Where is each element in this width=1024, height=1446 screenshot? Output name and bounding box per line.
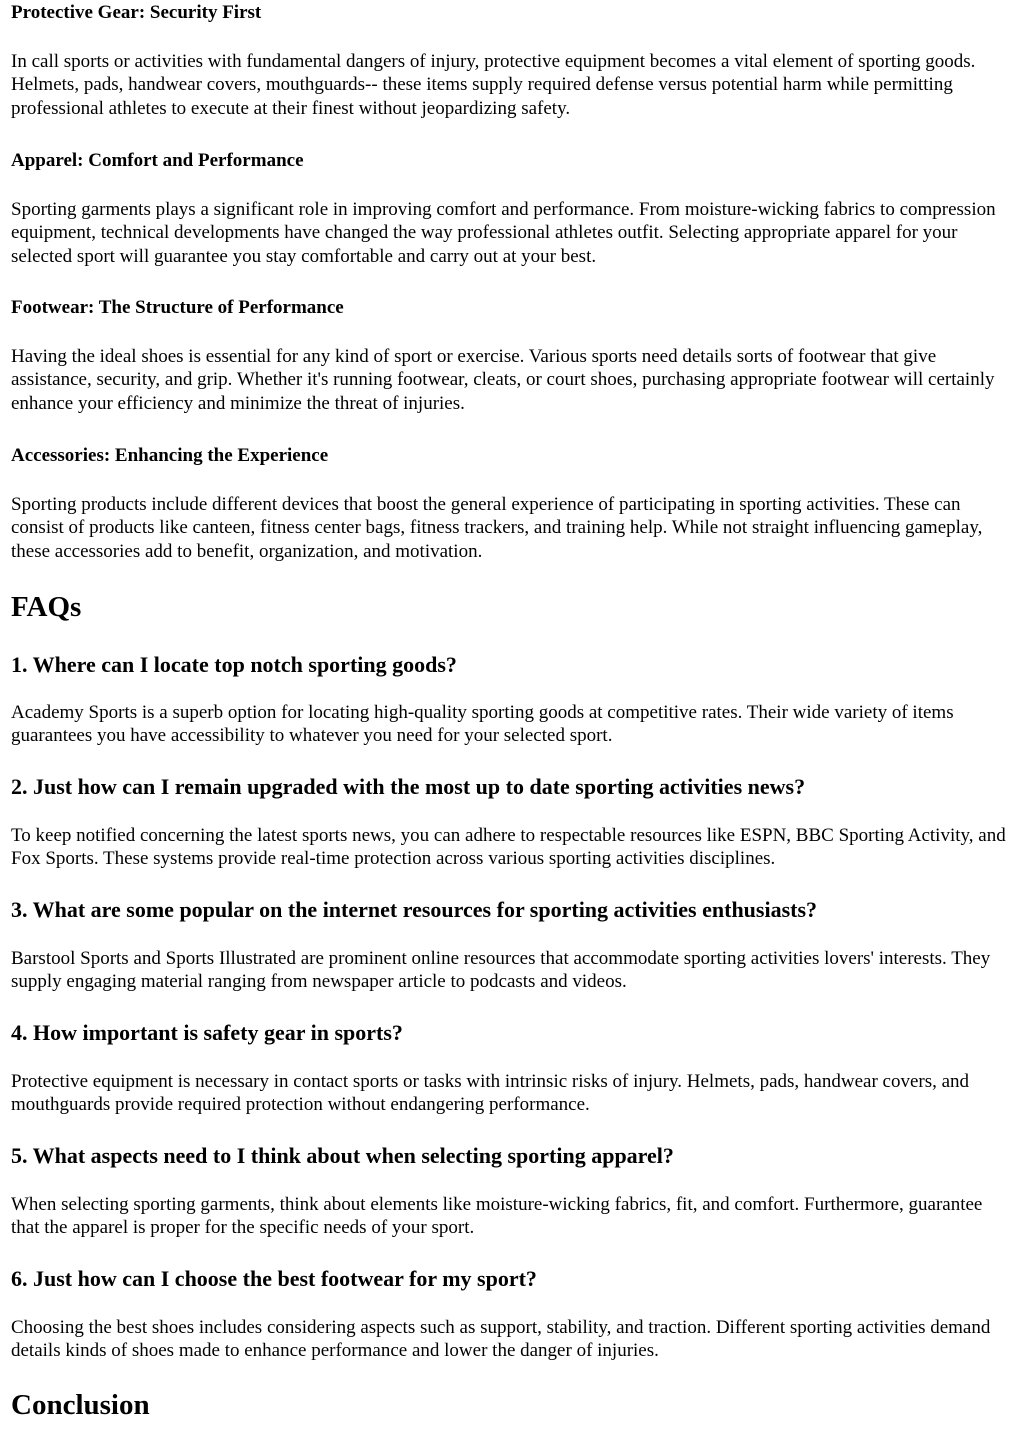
faq-question-1: 1. Where can I locate top notch sporting goods? — [11, 652, 457, 677]
faq-answer-2: To keep notified concerning the latest sports news, you can adhere to respectable resources like ESPN, BBC Sporting Activity, and Fox Sports. These systems provide real-time protection across various sporting activities disciplines. — [11, 825, 1006, 870]
section-body-protective-gear: In call sports or activities with fundamental dangers of injury, protective equipment becomes a vital element of sporting goods. Helmets, pads, handwear covers, mouthguards-- these items supply required defense versus potential harm while permitting professional athletes to execute at their finest without jeopardizing safety. — [11, 51, 976, 119]
section-heading-protective-gear: Protective Gear: Security First — [11, 2, 262, 23]
faq-answer-5: When selecting sporting garments, think about elements like moisture-wicking fabrics, fit, and comfort. Furthermore, guarantee that the apparel is proper for the specific needs of your sport. — [11, 1194, 983, 1239]
section-heading-footwear: Footwear: The Structure of Performance — [11, 297, 344, 318]
faq-question-2: 2. Just how can I remain upgraded with the most up to date sporting activities news? — [11, 774, 806, 799]
faq-question-6: 6. Just how can I choose the best footwear for my sport? — [11, 1266, 537, 1291]
faq-answer-6: Choosing the best shoes includes considering aspects such as support, stability, and traction. Different sporting activities demand details kinds of shoes made to enhance performance and lower the danger of injuries. — [11, 1317, 991, 1362]
faq-question-5: 5. What aspects need to I think about when selecting sporting apparel? — [11, 1143, 674, 1168]
section-heading-accessories: Accessories: Enhancing the Experience — [11, 445, 329, 466]
faq-question-3: 3. What are some popular on the internet resources for sporting activities enthusiasts? — [11, 897, 818, 922]
faq-question-4: 4. How important is safety gear in sports? — [11, 1020, 403, 1045]
faq-answer-4: Protective equipment is necessary in contact sports or tasks with intrinsic risks of injury. Helmets, pads, handwear covers, and mouthguards provide required protection without endangering performance. — [11, 1071, 970, 1116]
faq-answer-3: Barstool Sports and Sports Illustrated are prominent online resources that accommodate sporting activities lovers' interests. They supply engaging material ranging from newspaper article to podcasts and videos. — [11, 948, 991, 993]
section-body-footwear: Having the ideal shoes is essential for any kind of sport or exercise. Various sports need details sorts of footwear that give assistance, security, and grip. Whether it's running footwear, cleats, or court shoes, purchasing appropriate footwear will certainly enhance your efficiency and minimize the threat of injuries. — [11, 346, 995, 414]
faq-answer-1: Academy Sports is a superb option for locating high-quality sporting goods at competitive rates. Their wide variety of items guarantees you have accessibility to whatever you need for your selected sport. — [11, 702, 954, 747]
conclusion-title: Conclusion — [11, 1389, 150, 1421]
section-body-accessories: Sporting products include different devices that boost the general experience of participating in sporting activities. These can consist of products like canteen, fitness center bags, fitness trackers, and training help. While not straight influencing gameplay, these accessories add to benefit, organization, and motivation. — [11, 494, 983, 562]
section-body-apparel: Sporting garments plays a significant role in improving comfort and performance. From moisture-wicking fabrics to compression equipment, technical developments have changed the way professional athletes outfit. Selecting appropriate apparel for your selected sport will guarantee you stay comfortable and carry out at your best. — [11, 199, 996, 267]
faqs-title: FAQs — [11, 591, 82, 623]
section-heading-apparel: Apparel: Comfort and Performance — [11, 150, 304, 171]
